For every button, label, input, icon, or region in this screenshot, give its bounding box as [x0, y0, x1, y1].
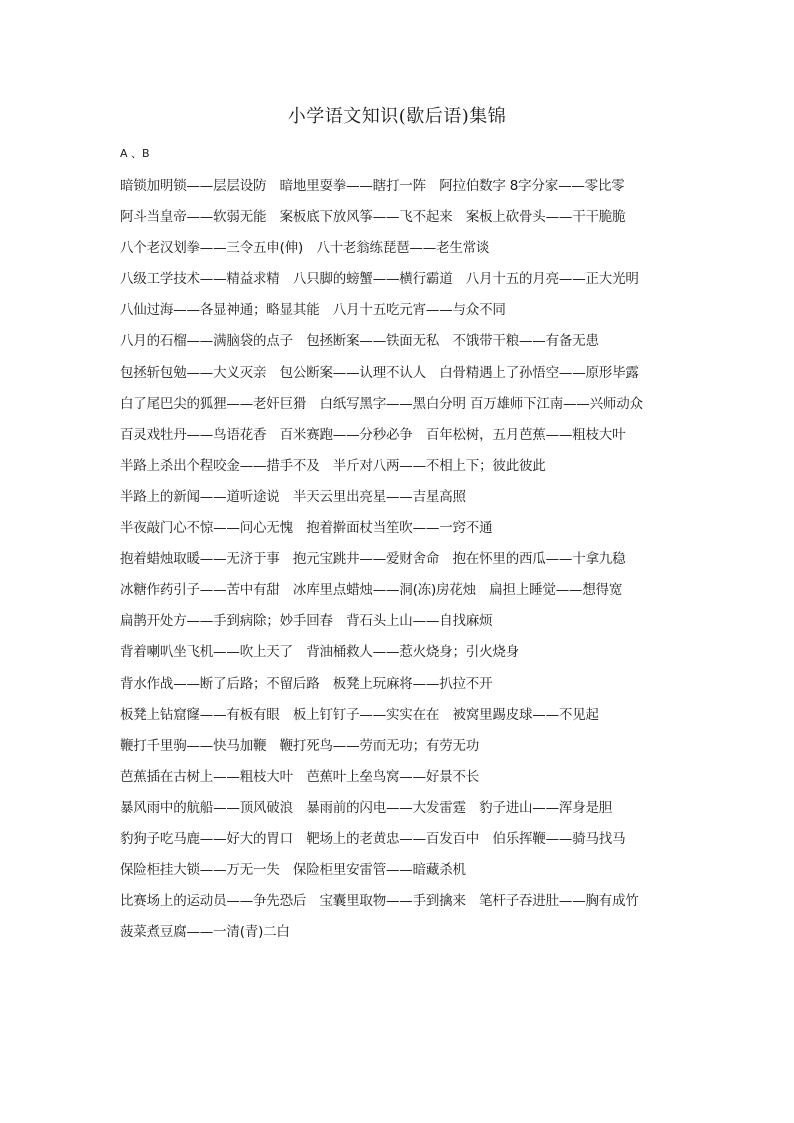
proverb-line: 半路上的新闻——道听途说 半天云里出亮星——吉星高照 [120, 488, 466, 505]
proverb-line: 板凳上钻窟窿——有板有眼 板上钉钉子——实实在在 被窝里踢皮球——不见起 [120, 706, 599, 723]
proverb-line: 阿斗当皇帝——软弱无能 案板底下放风筝——飞不起来 案板上砍骨头——干干脆脆 [120, 209, 626, 226]
proverb-line: 冰糖作药引子——苦中有甜 冰库里点蜡烛——洞(冻)房花烛 扁担上睡觉——想得宽 [120, 582, 623, 599]
proverb-line: 半夜敲门心不惊——问心无愧 抱着擀面杖当笙吹——一窍不通 [120, 520, 493, 537]
document-title: 小学语文知识(歇后语)集锦 [287, 106, 507, 127]
proverb-line: 暴风雨中的航船——顶风破浪 暴雨前的闪电——大发雷霆 豹子进山——浑身是胆 [120, 799, 613, 816]
proverb-line: 包拯斩包勉——大义灭亲 包公断案——认理不认人 白骨精遇上了孙悟空——原形毕露 [120, 364, 639, 381]
proverb-line: 百灵戏牡丹——鸟语花香 百米赛跑——分秒必争 百年松树，五月芭蕉——粗枝大叶 [120, 426, 626, 443]
proverb-line: 背着喇叭坐飞机——吹上天了 背油桶救人——惹火烧身；引火烧身 [120, 644, 519, 661]
proverb-line: 芭蕉插在古树上——粗枝大叶 芭蕉叶上垒鸟窝——好景不长 [120, 768, 480, 785]
proverb-line: 豹狗子吃马鹿——好大的胃口 靶场上的老黄忠——百发百中 伯乐挥鞭——骑马找马 [120, 830, 626, 847]
proverb-list [120, 171, 700, 948]
proverb-line: 比赛场上的运动员——争先恐后 宝囊里取物——手到擒来 笔杆子吞进肚——胸有成竹 [120, 893, 639, 910]
proverb-line: 暗锁加明锁——层层设防 暗地里耍拳——瞎打一阵 阿拉伯数字 8字分家——零比零 [120, 178, 625, 194]
proverb-line: 扁鹊开处方——手到病除；妙手回春 背石头上山——自找麻烦 [120, 613, 493, 630]
proverb-line: 菠菜煮豆腐——一清(青)二白 [120, 924, 290, 941]
proverb-line: 八月的石榴——满脑袋的点子 包拯断案——铁面无私 不饿带干粮——有备无患 [120, 333, 599, 350]
proverb-line: 背水作战——断了后路；不留后路 板凳上玩麻将——扒拉不开 [120, 675, 493, 692]
proverb-line: 半路上杀出个程咬金——措手不及 半斤对八两——不相上下；彼此彼此 [120, 457, 546, 474]
proverb-line: 八个老汉划拳——三令五申(伸) 八十老翁练琵琶——老生常谈 [120, 240, 490, 257]
section-label: A 、B [120, 147, 150, 160]
proverb-line: 白了尾巴尖的狐狸——老奸巨猾 白纸写黑字——黑白分明 百万雄师下江南——兴师动众 [120, 395, 643, 412]
proverb-line: 鞭打千里驹——快马加鞭 鞭打死鸟——劳而无功；有劳无功 [120, 737, 480, 754]
proverb-line: 八级工学技术——精益求精 八只脚的螃蟹——横行霸道 八月十五的月亮——正大光明 [120, 271, 639, 288]
proverb-line: 抱着蜡烛取暖——无济于事 抱元宝跳井——爱财舍命 抱在怀里的西瓜——十拿九稳 [120, 551, 626, 568]
proverb-line: 八仙过海——各显神通；略显其能 八月十五吃元宵——与众不同 [120, 302, 506, 319]
proverb-line: 保险柜挂大锁——万无一失 保险柜里安雷管——暗藏杀机 [120, 862, 466, 879]
